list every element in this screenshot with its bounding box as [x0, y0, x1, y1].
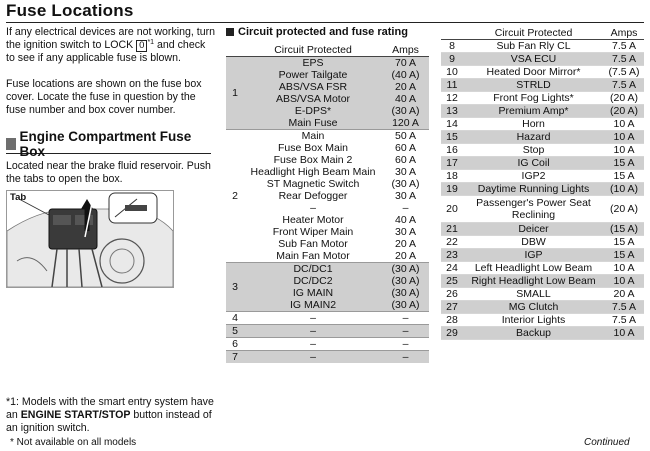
amps-cell: 15 A — [604, 236, 644, 249]
circuit-cell: Headlight High Beam Main — [250, 166, 376, 178]
table-row — [441, 40, 644, 53]
fuse-number-cell: 24 — [441, 262, 463, 275]
fuse-number-cell: 11 — [441, 79, 463, 92]
fuse-number-cell: 10 — [441, 66, 463, 79]
table-row — [226, 81, 429, 93]
table-row — [226, 69, 429, 81]
table-row — [226, 287, 429, 299]
circuit-cell: Left Headlight Low Beam — [463, 262, 604, 275]
amps-cell: (40 A) — [382, 69, 429, 81]
circuit-cell: MG Clutch — [463, 301, 604, 314]
amps-cell: 10 A — [604, 144, 644, 157]
amps-cell: (10 A) — [604, 183, 644, 196]
table-row — [441, 262, 644, 275]
amps-cell: 10 A — [604, 275, 644, 288]
page-title: Fuse Locations — [6, 1, 134, 20]
amps-cell: 30 A — [394, 226, 417, 238]
table-row — [441, 53, 644, 66]
fuse-number-cell: 22 — [441, 236, 463, 249]
continued-label: Continued — [584, 437, 630, 448]
table-row — [441, 183, 644, 196]
table-row — [226, 154, 429, 166]
table-row — [226, 263, 429, 276]
circuit-cell: Premium Amp* — [463, 105, 604, 118]
amps-cell: (20 A) — [604, 92, 644, 105]
fuse-group-number: 3 — [226, 263, 244, 312]
table-row — [226, 178, 429, 190]
fuse-number-cell: 19 — [441, 183, 463, 196]
table-row — [226, 117, 429, 130]
circuit-cell: Interior Lights — [463, 314, 604, 327]
circuit-cell: Main Fuse — [244, 117, 382, 130]
table-row — [441, 105, 644, 118]
intro-text — [6, 26, 216, 117]
fuse-group-number: 7 — [226, 351, 244, 364]
fuse-number-cell: 28 — [441, 314, 463, 327]
amps-cell: 7.5 A — [604, 301, 644, 314]
circuit-cell: ABS/VSA Motor — [244, 93, 382, 105]
amps-cell: (30 A) — [382, 105, 429, 117]
amps-cell: 15 A — [604, 249, 644, 262]
fuse-number-cell: 25 — [441, 275, 463, 288]
circuit-cell: – — [244, 351, 382, 364]
fuse-group-number: 1 — [226, 57, 244, 130]
circuit-cell: Stop — [463, 144, 604, 157]
amps-cell: 20 A — [382, 81, 429, 93]
amps-cell: 30 A — [394, 190, 417, 202]
footnote-availability: * Not available on all models — [10, 437, 137, 448]
intro-paragraph-1 — [6, 26, 216, 65]
table-row — [226, 166, 429, 178]
section-heading — [6, 129, 211, 159]
circuit-cell: – — [244, 325, 382, 338]
intro-paragraph-2: Fuse locations are shown on the fuse box cover. Locate the fuse in question by the fuse number and box cover number. — [6, 78, 202, 116]
circuit-cell: IG MAIN — [244, 287, 382, 299]
column-header-amps: Amps — [382, 44, 429, 57]
table-row — [441, 301, 644, 314]
circuit-cell: Horn — [463, 118, 604, 131]
circuit-cell: – — [244, 312, 382, 325]
footnote-ref: *1 — [147, 39, 155, 46]
fuse-number-cell: 9 — [441, 53, 463, 66]
intro-text-part: If any electrical devices are not working, turn the ignition switch to LOCK — [6, 26, 216, 51]
circuit-cell: STRLD — [463, 79, 604, 92]
fuse-number-cell: 21 — [441, 223, 463, 236]
circuit-cell: Heater Motor — [282, 214, 344, 226]
amps-cell: (30 A) — [382, 263, 429, 276]
table-row — [226, 190, 429, 202]
circuit-cell: ST Magnetic Switch — [266, 178, 360, 190]
circuit-cell: Passenger's Power Seat Reclining — [463, 196, 604, 223]
amps-cell: – — [382, 312, 429, 325]
fuse-number-cell: 16 — [441, 144, 463, 157]
table-row — [441, 275, 644, 288]
amps-cell: 10 A — [604, 131, 644, 144]
table-row — [226, 226, 429, 238]
location-description: Located near the brake fluid reservoir. Push the tabs to open the box. — [6, 160, 211, 185]
table-row — [226, 312, 429, 325]
table-row — [226, 93, 429, 105]
circuit-cell: Sub Fan Rly CL — [463, 40, 604, 53]
circuit-cell: ABS/VSA FSR — [244, 81, 382, 93]
table-row — [441, 288, 644, 301]
amps-cell: 10 A — [604, 262, 644, 275]
fuse-group-number: 4 — [226, 312, 244, 325]
amps-cell: 7.5 A — [604, 314, 644, 327]
amps-cell: 30 A — [394, 166, 417, 178]
table-row — [226, 214, 429, 226]
footnote-text: button instead of an ignition switch. — [6, 409, 212, 434]
fuse-number-cell: 17 — [441, 157, 463, 170]
table-row — [226, 351, 429, 364]
circuit-cell: IG Coil — [463, 157, 604, 170]
fuse-number-cell: 13 — [441, 105, 463, 118]
table-row — [441, 249, 644, 262]
column-header-amps: Amps — [604, 27, 644, 40]
amps-cell: 7.5 A — [604, 40, 644, 53]
table-row — [441, 223, 644, 236]
tab-label: Tab — [10, 192, 27, 203]
column-header-circuit: Circuit Protected — [463, 27, 604, 40]
amps-cell: 50 A — [382, 130, 429, 143]
table-row — [226, 338, 429, 351]
amps-cell: 7.5 A — [604, 53, 644, 66]
table-row — [441, 196, 644, 223]
circuit-cell: Hazard — [463, 131, 604, 144]
amps-cell: – — [402, 202, 409, 214]
fuse-number-cell: 8 — [441, 40, 463, 53]
table-row — [441, 79, 644, 92]
amps-cell: 20 A — [394, 250, 417, 262]
circuit-cell: IGP2 — [463, 170, 604, 183]
table-row — [441, 314, 644, 327]
fuse-number-cell: 18 — [441, 170, 463, 183]
circuit-cell: – — [244, 338, 382, 351]
intro-text-part: and check to see if any applicable fuse is blown. — [6, 39, 206, 64]
table-row — [226, 299, 429, 312]
amps-cell: (20 A) — [604, 105, 644, 118]
fuse-number-cell: 14 — [441, 118, 463, 131]
footnote-bold-text: ENGINE START/STOP — [20, 409, 131, 421]
table-row — [226, 250, 429, 263]
circuit-cell: Fuse Box Main 2 — [273, 154, 353, 166]
footnote-smart-entry — [6, 396, 221, 435]
circuit-cell: IGP — [463, 249, 604, 262]
table-row — [441, 236, 644, 249]
amps-cell: – — [382, 351, 429, 364]
amps-cell: 10 A — [604, 327, 644, 340]
circuit-cell: Daytime Running Lights — [463, 183, 604, 196]
fuse-number-cell: 23 — [441, 249, 463, 262]
fuse-number-cell: 26 — [441, 288, 463, 301]
circuit-cell: Front Wiper Main — [272, 226, 354, 238]
amps-cell: 15 A — [604, 170, 644, 183]
table-header-row — [226, 44, 429, 57]
table-row — [226, 130, 429, 143]
table-row — [441, 327, 644, 340]
circuit-cell: SMALL — [463, 288, 604, 301]
circuit-cell: EPS — [244, 57, 382, 70]
amps-cell: (30 A) — [382, 299, 429, 312]
amps-cell: – — [382, 325, 429, 338]
table-row — [441, 157, 644, 170]
circuit-cell: Power Tailgate — [244, 69, 382, 81]
fuse-group-number: 2 — [226, 130, 244, 263]
amps-cell: 7.5 A — [604, 79, 644, 92]
amps-cell: (7.5 A) — [604, 66, 644, 79]
fuse-table-1 — [226, 44, 429, 363]
table-row — [226, 105, 429, 117]
table-row — [226, 325, 429, 338]
amps-cell: – — [382, 338, 429, 351]
circuit-cell: DBW — [463, 236, 604, 249]
circuit-cell: Front Fog Lights* — [463, 92, 604, 105]
amps-cell: 40 A — [394, 214, 417, 226]
table-row — [441, 170, 644, 183]
amps-cell: (30 A) — [382, 287, 429, 299]
lock-position-symbol: 0 — [136, 40, 147, 52]
circuit-cell: Sub Fan Motor — [278, 238, 348, 250]
fuse-table-2 — [441, 27, 644, 340]
column-header-number — [226, 44, 244, 57]
table-row — [441, 131, 644, 144]
circuit-cell: Backup — [463, 327, 604, 340]
square-bullet-icon — [226, 28, 234, 36]
table-row — [226, 202, 429, 214]
fuse-number-cell: 15 — [441, 131, 463, 144]
fuse-number-cell: 29 — [441, 327, 463, 340]
amps-cell: 60 A — [394, 154, 417, 166]
circuit-cell: IG MAIN2 — [244, 299, 382, 312]
table-row — [226, 238, 429, 250]
fuse-group-number: 5 — [226, 325, 244, 338]
circuit-cell: DC/DC1 — [244, 263, 382, 276]
column-header-circuit: Circuit Protected — [244, 44, 382, 57]
fuse-number-cell: 12 — [441, 92, 463, 105]
circuit-cell: – — [310, 202, 316, 214]
circuit-cell: DC/DC2 — [244, 275, 382, 287]
table-row — [441, 66, 644, 79]
table1-heading-text: Circuit protected and fuse rating — [238, 26, 408, 38]
table-row — [226, 275, 429, 287]
amps-cell: 70 A — [382, 57, 429, 70]
circuit-cell: Deicer — [463, 223, 604, 236]
circuit-cell: Fuse Box Main — [277, 142, 349, 154]
table-row — [226, 142, 429, 154]
fuse-number-cell: 27 — [441, 301, 463, 314]
amps-cell: 10 A — [604, 118, 644, 131]
amps-cell: 20 A — [394, 238, 417, 250]
amps-cell: 120 A — [382, 117, 429, 130]
table-row — [441, 92, 644, 105]
circuit-cell: Main — [244, 130, 382, 143]
table-header-row — [441, 27, 644, 40]
amps-cell: 60 A — [394, 142, 417, 154]
amps-cell: (20 A) — [604, 196, 644, 223]
engine-compartment-illustration — [7, 191, 173, 287]
fuse-box-diagram — [6, 190, 174, 288]
circuit-cell: Right Headlight Low Beam — [463, 275, 604, 288]
amps-cell: (30 A) — [391, 178, 420, 190]
amps-cell: 40 A — [382, 93, 429, 105]
column-header-number — [441, 27, 463, 40]
section-heading-text: Engine Compartment Fuse Box — [19, 129, 192, 159]
table-row — [441, 118, 644, 131]
title-divider — [6, 22, 644, 23]
amps-cell: (15 A) — [604, 223, 644, 236]
circuit-cell: VSA ECU — [463, 53, 604, 66]
amps-cell: 15 A — [604, 157, 644, 170]
table-row — [226, 57, 429, 70]
section-marker-icon — [6, 138, 16, 150]
footnote-text: *1: Models with the smart entry system have an — [6, 396, 214, 421]
fuse-number-cell: 20 — [441, 196, 463, 223]
amps-cell: 20 A — [604, 288, 644, 301]
circuit-cell: Heated Door Mirror* — [463, 66, 604, 79]
fuse-group-number: 6 — [226, 338, 244, 351]
circuit-cell: Rear Defogger — [278, 190, 348, 202]
amps-cell: (30 A) — [382, 275, 429, 287]
table1-heading — [226, 26, 408, 38]
circuit-cell: Main Fan Motor — [276, 250, 350, 262]
circuit-cell: E-DPS* — [244, 105, 382, 117]
table-row — [441, 144, 644, 157]
